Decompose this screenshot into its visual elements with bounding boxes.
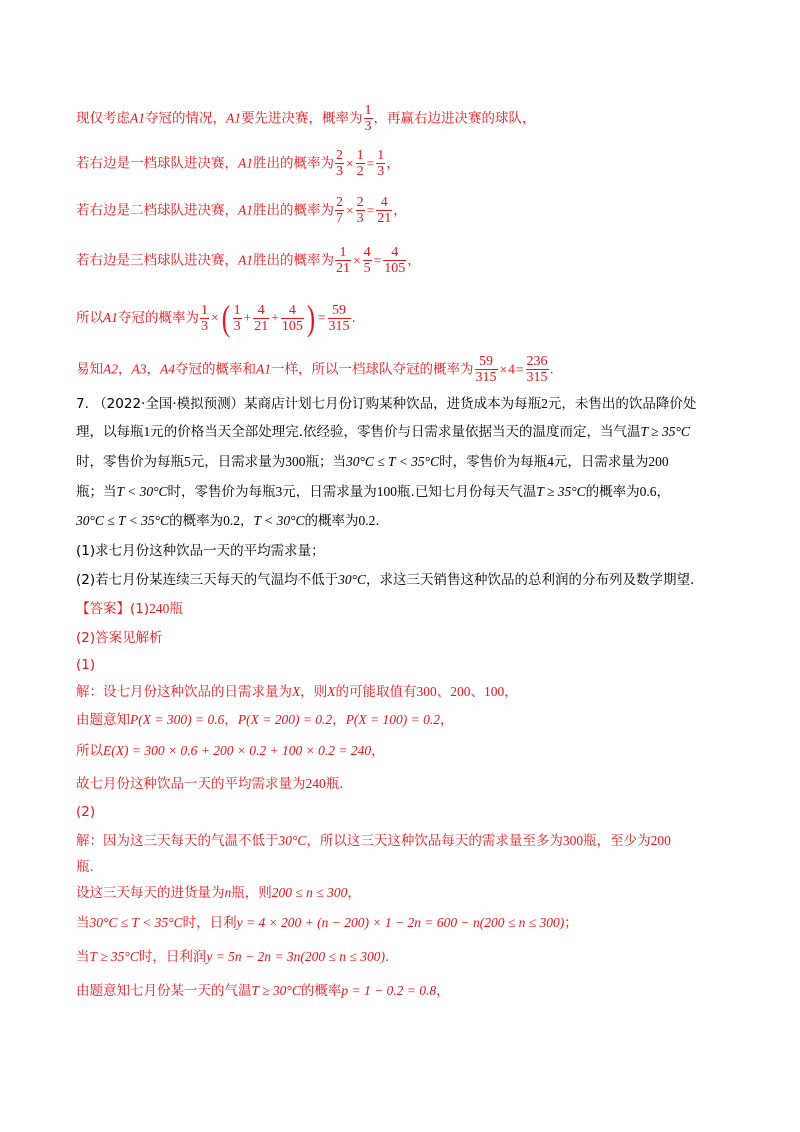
plus-sign: + [243, 310, 252, 325]
number: 300 [416, 684, 437, 699]
text: . [375, 513, 380, 529]
var-a2: A2 [103, 361, 118, 377]
times-sign: × [346, 202, 354, 218]
answer-label: 【答案】 [76, 601, 130, 617]
solution-2-head [76, 802, 95, 822]
fraction [233, 303, 242, 334]
text: 夺冠的概率为 [118, 310, 199, 326]
denominator: 315 [475, 370, 497, 385]
solution-1-line-1 [76, 682, 518, 702]
equation: y = 4 × 200 + (n − 200) × 1 − 2n = 600 − n(200 ≤ n ≤ 300) [236, 915, 565, 930]
times-sign: × [346, 155, 354, 171]
solution-line-3 [76, 195, 407, 226]
numerator: 4 [376, 195, 392, 211]
denominator: 5 [363, 261, 371, 276]
number: 1 [143, 424, 151, 439]
solution-line-4 [76, 245, 421, 276]
times-sign: × [211, 310, 219, 325]
denominator: 3 [377, 164, 385, 179]
solution-2-line-3 [76, 883, 361, 903]
condition: 30°C ≤ T < 35°C [89, 915, 183, 930]
number: 100 [376, 484, 398, 499]
fraction [335, 195, 344, 226]
text: ， [371, 743, 385, 759]
text: 现仅考虑 [76, 110, 130, 127]
condition: 30°C ≤ T < 35°C [76, 513, 170, 528]
solution-1-line-2 [76, 710, 454, 730]
question-7-line-1 [76, 394, 696, 414]
text: . [351, 310, 356, 326]
text: 的概率为 [585, 484, 640, 500]
text: ，再赢右边进决赛的球队， [373, 110, 536, 127]
denominator: 3 [356, 211, 364, 226]
numerator: 59 [475, 354, 498, 370]
text: ， [393, 202, 407, 219]
number: 2 [541, 396, 548, 411]
number: 0.6 [639, 484, 657, 499]
condition: T ≥ 35°C [89, 949, 139, 964]
equals-sign: = [515, 361, 524, 377]
denominator: 21 [336, 261, 350, 276]
text: 夺冠的情况， [145, 110, 226, 127]
fraction [376, 148, 385, 179]
number: 3 [275, 484, 283, 499]
text: ， [332, 712, 346, 728]
var-a1: A1 [238, 202, 253, 218]
text: 由题意知 [76, 712, 130, 728]
fraction [356, 195, 365, 226]
text: ， [347, 885, 361, 901]
text: 当 [76, 949, 90, 965]
text: (2)答案见解析 [76, 630, 163, 646]
question-7-part-1 [76, 541, 325, 561]
solution-1-head [76, 655, 95, 675]
text: 瓶 [169, 601, 183, 617]
numerator: 59 [328, 303, 351, 319]
times-sign: × [353, 252, 361, 268]
text: 解：因为这三天每天的气温不低于 [76, 833, 279, 849]
text: 当 [76, 915, 90, 931]
numerator: 2 [356, 195, 364, 210]
text: 瓶.已知七月份每天气温 [397, 484, 537, 500]
var-a4: A4 [160, 361, 175, 377]
solution-2-line-6 [76, 981, 450, 1001]
text: 要先进决赛，概率为 [241, 110, 363, 127]
text: 所以 [76, 310, 103, 326]
solution-line-6 [76, 354, 554, 385]
equation: P(X = 200) = 0.2 [237, 712, 333, 727]
fraction [335, 245, 351, 276]
denominator: 2 [356, 164, 364, 179]
text: 若右边是一档球队进决赛， [76, 155, 238, 172]
fraction [376, 195, 392, 226]
text: ，求这三天销售这种饮品的总利润的分布列及数学期望. [366, 572, 695, 588]
question-source: （2022·全国·模拟预测） [93, 396, 245, 412]
numerator: 1 [233, 302, 241, 318]
fraction [475, 354, 498, 385]
text: 时，日利润 [138, 949, 207, 965]
text: 元，日需求量为 [553, 454, 649, 470]
number: 200 [650, 833, 671, 848]
number: 4 [508, 361, 515, 377]
left-paren: ( [221, 298, 230, 338]
times-sign: × [499, 361, 508, 377]
var-x: X [292, 684, 301, 699]
var-x: X [327, 684, 336, 699]
solution-1-line-3 [76, 741, 385, 761]
text: 时，零售价为每瓶 [439, 454, 548, 470]
text: ， [146, 361, 160, 378]
answer-line-1 [76, 599, 183, 619]
equation: p = 1 − 0.2 = 0.8 [341, 983, 437, 998]
text: 元，日需求量为 [190, 454, 286, 470]
text: 瓶. [76, 859, 94, 875]
text: 时，零售价为每瓶 [76, 454, 184, 470]
equation: P(X = 100) = 0.2 [345, 712, 441, 727]
denominator: 315 [328, 318, 350, 334]
var-a1: A1 [238, 252, 253, 268]
denominator: 3 [233, 318, 241, 334]
condition: T < 30°C [253, 513, 305, 528]
var-a1: A1 [238, 155, 253, 171]
text: ， [224, 712, 238, 728]
numerator: 1 [201, 302, 208, 318]
fraction [363, 245, 372, 276]
number: 5 [184, 454, 191, 469]
number: 300 [285, 454, 306, 469]
number: 300 [562, 833, 584, 848]
text: . [549, 361, 554, 378]
numerator: 1 [364, 103, 372, 118]
text: ； [564, 915, 578, 931]
fraction [253, 303, 269, 334]
text: 设这三天每天的进货量为 [76, 885, 225, 901]
numerator: 236 [526, 354, 548, 369]
number: 240 [305, 776, 326, 791]
equals-sign: = [366, 155, 375, 171]
solution-2-line-5 [76, 947, 389, 967]
text: ， [118, 361, 132, 378]
text: 瓶，至少为 [583, 833, 651, 849]
text: 故七月份这种饮品一天的平均需求量为 [76, 776, 306, 792]
text: ， [440, 712, 454, 728]
numerator: 4 [383, 245, 406, 261]
solution-1-line-4 [76, 774, 344, 794]
denominator: 315 [526, 370, 548, 385]
condition: 30°C ≤ T < 35°C [346, 454, 440, 469]
text: 夺冠的概率和 [175, 361, 256, 378]
question-7-part-2 [76, 570, 694, 590]
text: 的概率为 [304, 513, 359, 529]
numerator: 1 [356, 148, 364, 163]
text: 、 [436, 684, 451, 700]
number: 200 [648, 454, 669, 469]
equation: 200 ≤ n ≤ 300 [271, 885, 348, 900]
text: 元，日需求量为 [282, 484, 377, 500]
equals-sign: = [317, 310, 326, 325]
text: 所以 [76, 743, 103, 759]
text: ，所以这三天这种饮品每天的需求量至多为 [306, 833, 563, 849]
text: 胜出的概率为 [253, 252, 334, 269]
question-7-line-5 [76, 511, 380, 531]
text: (1) [130, 601, 150, 617]
text: 理，以每瓶 [76, 424, 144, 440]
denominator: 3 [336, 164, 343, 179]
text: 若右边是三档球队进决赛， [76, 252, 238, 269]
fraction [383, 245, 406, 276]
denominator: 105 [281, 318, 303, 334]
text: 瓶；当 [76, 484, 117, 500]
plus-sign: + [271, 310, 279, 325]
text: 瓶；当 [305, 454, 346, 470]
text: 某商店计划七月份订购某种饮品，进货成本为每瓶 [244, 396, 542, 412]
right-paren: ) [306, 298, 316, 338]
number: 200 [450, 684, 471, 699]
text: ， [504, 684, 518, 700]
solution-line-5 [76, 300, 356, 336]
text: 解：设七月份这种饮品的日需求量为 [76, 684, 292, 700]
numerator: 4 [281, 303, 304, 319]
fraction [281, 303, 304, 334]
question-7-line-3 [76, 452, 669, 472]
fraction [364, 103, 373, 134]
answer-line-2 [76, 628, 163, 648]
fraction [335, 148, 344, 179]
text: (1) [76, 657, 96, 673]
text: ， [436, 983, 450, 999]
var-n: n [224, 885, 232, 900]
text: 时，零售价为每瓶 [167, 484, 276, 500]
equation: y = 5n − 2n = 3n(200 ≤ n ≤ 300) [206, 949, 385, 964]
text: 胜出的概率为 [253, 202, 334, 219]
text: 瓶. [325, 776, 344, 792]
var-a1: A1 [226, 110, 241, 126]
fraction [526, 354, 549, 385]
var-a1: A1 [130, 110, 145, 126]
text: 由题意知七月份某一天的气温 [76, 983, 252, 999]
denominator: 21 [377, 211, 392, 226]
text: (2) [76, 804, 96, 820]
text: ， [656, 484, 671, 500]
solution-line-2 [76, 148, 400, 179]
equation: E(X) = 300 × 0.6 + 200 × 0.2 + 100 × 0.2 = 240 [103, 743, 372, 758]
denominator: 7 [336, 211, 343, 226]
text: 时，日利 [182, 915, 237, 931]
question-number: 7. [76, 396, 89, 412]
condition: T ≥ 30°C [251, 983, 301, 998]
text: 若右边是二档球队进决赛， [76, 202, 238, 219]
numerator: 2 [336, 148, 343, 163]
condition: 30°C [278, 833, 307, 848]
question-7-line-4 [76, 482, 670, 502]
text: 元，未售出的饮品降价处 [547, 396, 697, 412]
number: 100 [484, 684, 505, 699]
numerator: 2 [336, 195, 343, 210]
text: (1)求七月份这种饮品一天的平均需求量； [76, 543, 325, 559]
text: 元的价格当天全部处理完.依经验，零售价与日需求量依据当天的温度而定，当气温 [150, 424, 641, 440]
text: 的概率为 [169, 513, 224, 529]
text: 一样，所以一档球队夺冠的概率为 [271, 361, 474, 378]
equals-sign: = [366, 202, 375, 218]
text: ， [386, 155, 400, 172]
number: 240 [149, 601, 170, 616]
numerator: 1 [335, 245, 351, 261]
solution-line-1 [76, 103, 536, 134]
text: (2)若七月份某连续三天每天的气温均不低于 [76, 572, 339, 588]
number: 0.2 [358, 513, 376, 528]
numerator: 4 [363, 245, 371, 260]
text: . [384, 949, 390, 965]
question-7-line-2 [76, 422, 690, 442]
condition: T ≥ 35°C [640, 424, 690, 439]
text: 的可能取值有 [335, 684, 417, 700]
text: 的概率 [300, 983, 342, 999]
solution-2-line-1 [76, 831, 671, 851]
condition: T ≥ 35°C [536, 484, 586, 499]
numerator: 4 [253, 303, 269, 319]
solution-2-line-4 [76, 913, 578, 933]
text: 易知 [76, 361, 103, 378]
fraction [356, 148, 365, 179]
equals-sign: = [373, 252, 382, 268]
number: 0.2 [223, 513, 240, 528]
denominator: 3 [201, 318, 208, 334]
var-a1: A1 [103, 310, 118, 325]
var-a1: A1 [256, 361, 271, 377]
equation: P(X = 300) = 0.6 [130, 712, 225, 727]
text: ， [407, 252, 421, 269]
fraction [328, 303, 351, 334]
text: ， [239, 513, 254, 529]
denominator: 21 [254, 318, 269, 334]
denominator: 3 [364, 119, 372, 134]
condition: 30°C [338, 572, 367, 587]
solution-2-line-2 [76, 857, 94, 877]
denominator: 105 [384, 261, 406, 276]
text: 胜出的概率为 [253, 155, 334, 172]
var-a3: A3 [131, 361, 147, 377]
condition: T < 30°C [116, 484, 168, 499]
text: 瓶，则 [231, 885, 272, 901]
text: 、 [470, 684, 484, 700]
text: ，则 [300, 684, 328, 700]
number: 4 [547, 454, 554, 469]
numerator: 1 [377, 148, 385, 163]
fraction [200, 303, 209, 334]
